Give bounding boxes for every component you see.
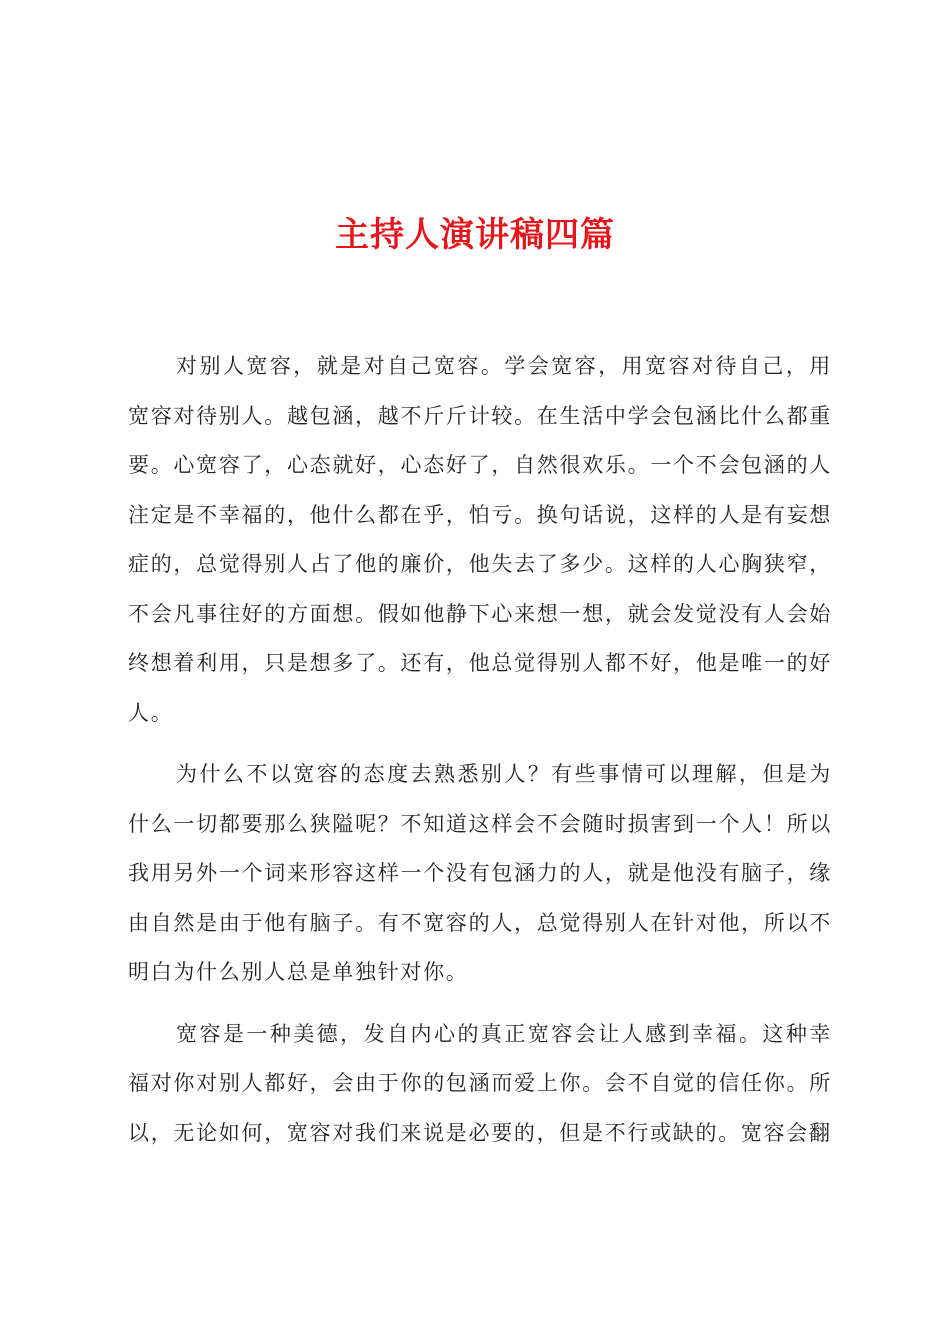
paragraph-1: 对别人宽容，就是对自己宽容。学会宽容，用宽容对待自己，用宽容对待别人。越包涵，越不斤斤计较。在生活中学会包涵比什么都重要。心宽容了，心态就好，心态好了，自然很欢乐。一个不会包涵的人注定是不幸福的，他什么都在乎，怕亏。换句话说，这样的人是有妄想症的，总觉得别人占了他的廉价，他失去了多少。这样的人心胸狭窄，不会凡事往好的方面想。假如他静下心来想一想，就会发觉没有人会始终想着利用，只是想多了。还有，他总觉得别人都不好，他是唯一的好人。 [128,354,832,725]
document-title: 主持人演讲稿四篇 [335,215,615,255]
paragraph-3: 宽容是一种美德，发自内心的真正宽容会让人感到幸福。这种幸福对你对别人都好，会由于你的包涵而爱上你。会不自觉的信任你。所以，无论如何，宽容对我们来说是必要的，但是不行或缺的。宽容会翻 [128,1021,832,1145]
document-body [128,342,832,1170]
paragraph-2: 为什么不以宽容的态度去熟悉别人？有些事情可以理解，但是为什么一切都要那么狭隘呢？不知道这样会不会随时损害到一个人！所以我用另外一个词来形容这样一个没有包涵力的人，就是他没有脑子，缘由自然是由于他有脑子。有不宽容的人，总觉得别人在针对他，所以不明白为什么别人总是单独针对你。 [128,762,832,984]
